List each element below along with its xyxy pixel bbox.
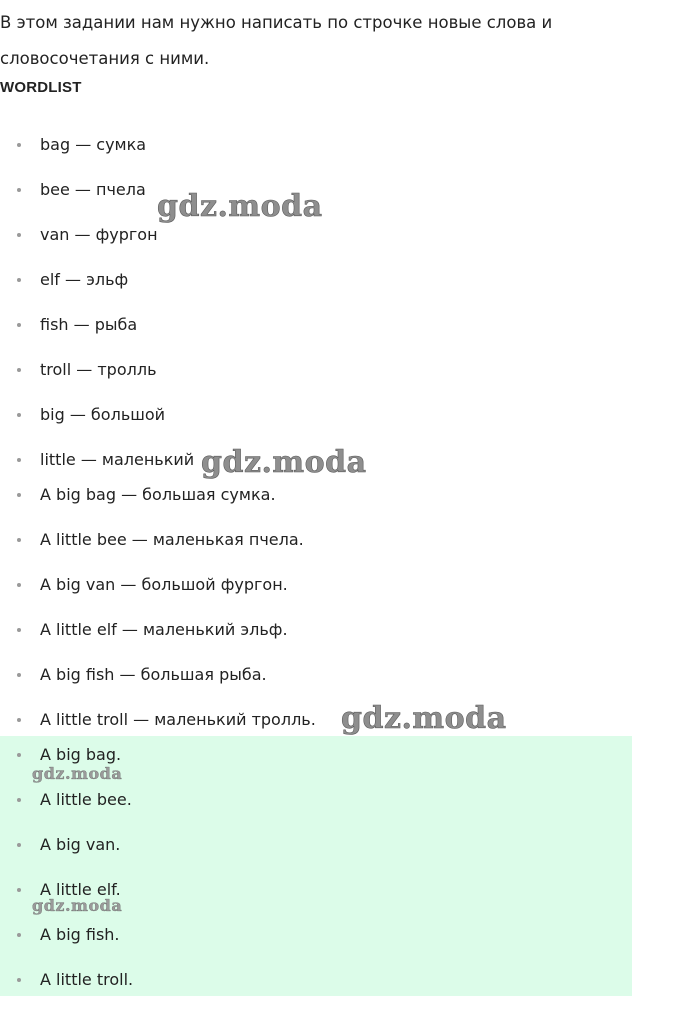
list-item: A little troll — маленький тролль. (40, 710, 316, 729)
list-item: bag — сумка (40, 135, 147, 154)
list-item: little — маленький (40, 450, 195, 469)
list-item: fish — рыба (40, 315, 138, 334)
intro-text: В этом задании нам нужно написать по строчке новые слова и словосочетания с ними. (0, 13, 553, 68)
watermark: gdz.moda (32, 896, 123, 915)
bullet (17, 718, 21, 722)
list-item: A little elf. (40, 880, 121, 899)
list-item: A big fish. (40, 925, 120, 944)
bullet (17, 188, 21, 192)
bullet (17, 583, 21, 587)
bullet (17, 753, 21, 757)
bullet (17, 843, 21, 847)
bullet (17, 143, 21, 147)
list-item: A big bag. (40, 745, 122, 764)
list-item: bee — пчела (40, 180, 146, 199)
list-item: A big van. (40, 835, 121, 854)
bullet (17, 413, 21, 417)
list-item: big — большой (40, 405, 166, 424)
bullet (17, 978, 21, 982)
list-item: A little elf — маленький эльф. (40, 620, 288, 639)
bullet (17, 798, 21, 802)
watermark: gdz.moda (201, 445, 367, 480)
bullet (17, 458, 21, 462)
bullet (17, 493, 21, 497)
bullet (17, 323, 21, 327)
list-item: A big fish — большая рыба. (40, 665, 267, 684)
bullet (17, 628, 21, 632)
bullet (17, 368, 21, 372)
watermark: gdz.moda (341, 701, 507, 736)
list-item: A little troll. (40, 970, 134, 989)
bullet (17, 933, 21, 937)
list-item: A big van — большой фургон. (40, 575, 288, 594)
list-item: A little bee. (40, 790, 132, 809)
list-item: troll — тролль (40, 360, 157, 379)
list-item: elf — эльф (40, 270, 129, 289)
bullet (17, 233, 21, 237)
watermark: gdz.moda (32, 764, 123, 783)
bullet (17, 673, 21, 677)
wordlist-heading: WORDLIST (0, 79, 82, 96)
bullet (17, 888, 21, 892)
bullet (17, 278, 21, 282)
list-item: van — фургон (40, 225, 158, 244)
list-item: A little bee — маленькая пчела. (40, 530, 304, 549)
watermark: gdz.moda (157, 189, 323, 224)
bullet (17, 538, 21, 542)
list-item: A big bag — большая сумка. (40, 485, 276, 504)
